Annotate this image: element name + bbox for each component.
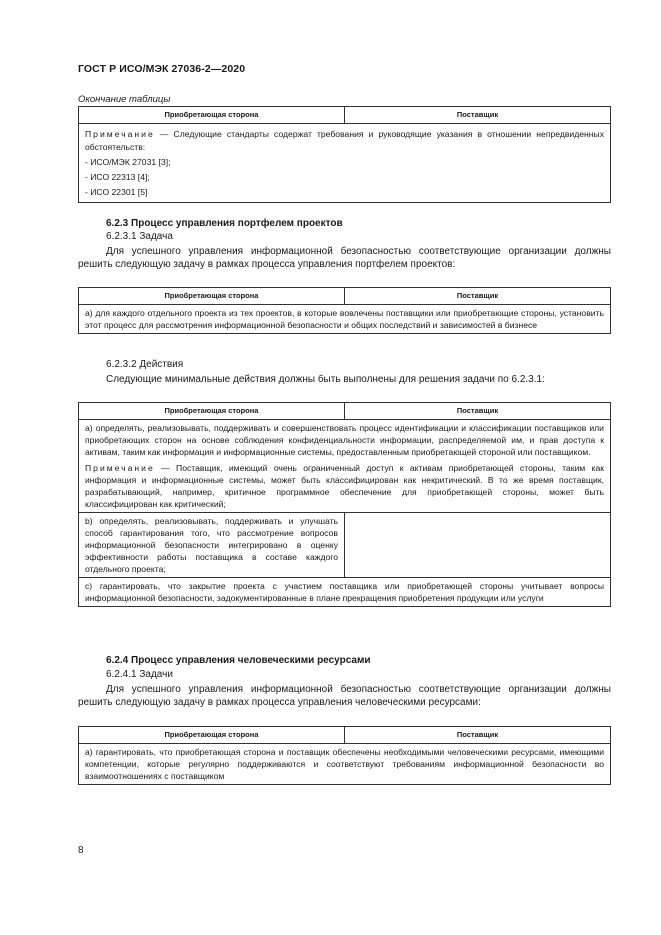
column-header-supplier: Поставщик — [345, 727, 611, 744]
row-a-note — [85, 462, 604, 510]
document-header: ГОСТ Р ИСО/МЭК 27036-2—2020 — [78, 63, 246, 75]
table-task-6-2-4 — [78, 726, 611, 785]
list-item: - ИСО 22313 [4]; — [85, 172, 150, 182]
subsection-heading-6-2-3-2: 6.2.3.2 Действия — [106, 359, 184, 370]
column-header-buyer: Приобретающая сторона — [79, 107, 345, 124]
list-item: - ИСО/МЭК 27031 [3]; — [85, 157, 171, 167]
table-task-6-2-3 — [78, 287, 611, 334]
note-label: Примечание — [85, 129, 155, 139]
column-header-supplier: Поставщик — [345, 288, 611, 305]
column-header-buyer: Приобретающая сторона — [79, 403, 345, 420]
column-header-supplier: Поставщик — [345, 107, 611, 124]
column-header-buyer: Приобретающая сторона — [79, 288, 345, 305]
note-text: — Следующие стандарты содержат требования и руководящие указания в отношении непредвиденных обстоятельств: — [85, 129, 604, 152]
paragraph-actions-6-2-3: Следующие минимальные действия должны быть выполнены для решения задачи по 6.2.3.1: — [106, 374, 545, 385]
section-title-6-2-4: 6.2.4 Процесс управления человеческими ресурсами — [106, 655, 371, 666]
table-row-b-buyer: b) определять, реализовывать, поддерживать и улучшать способ гарантирования того, что рассмотрение вопросов информационной безопасности интегрировано в оценку эффективности работы поставщика в составе каждого отдельного проекта; — [79, 513, 345, 578]
column-header-supplier: Поставщик — [345, 403, 611, 420]
table-end-of-previous — [78, 106, 611, 203]
page-number: 8 — [78, 845, 84, 856]
row-a-text: а) определять, реализовывать, поддерживать и совершенствовать процесс идентификации и классификации поставщиков или приобретающих сторон на основе соблюдения конфиденциальности информации, распределяемой им, и прав доступа к активам, таким как информация и информационные системы, предоставленным приобретающей стороной или поставщиком. — [85, 423, 604, 457]
table-actions-6-2-3 — [78, 402, 611, 607]
table-row: c) гарантировать, что закрытие проекта с участием поставщика или приобретающей стороны учитывает вопросы информационной безопасности, задокументированные в плане прекращения приобретения продукции или услуги — [79, 578, 611, 607]
table-row: а) для каждого отдельного проекта из тех проектов, в которые вовлечены поставщики или приобретающие стороны, установить этот процесс для рассмотрения информационной безопасности и общих последствий и зависимостей в бизнесе — [79, 305, 611, 334]
table-row: а) гарантировать, что приобретающая сторона и поставщик обеспечены необходимыми человеческими ресурсами, имеющими компетенции, которые регулярно поддерживаются и соответствуют требованиям информационной безопасности во взаимоотношениях с поставщиком — [79, 744, 611, 785]
column-header-buyer: Приобретающая сторона — [79, 727, 345, 744]
table-row-b-supplier — [345, 513, 611, 578]
note-text: — Поставщик, имеющий очень ограниченный доступ к активам приобретающей стороны, таким как информация и информационные системы, может быть классифицирован как некритический. В то же время поставщик, разрабатывающий, например, критичное программное обеспечение для приобретающей стороны, может быть классифицирован как критический; — [85, 463, 604, 509]
table-note-cell — [79, 124, 611, 203]
table-row — [79, 420, 611, 513]
note-label: Примечание — [85, 463, 155, 473]
subsection-heading-6-2-3-1: 6.2.3.1 Задача — [106, 231, 173, 242]
list-item: - ИСО 22301 [5] — [85, 187, 148, 197]
table-caption: Окончание таблицы — [78, 94, 171, 105]
paragraph-task-6-2-4: Для успешного управления информационной безопасностью соответствующие организации должны решить следующую задачу в рамках процесса управления человеческими ресурсами: — [78, 684, 611, 708]
subsection-heading-6-2-4-1: 6.2.4.1 Задачи — [106, 669, 173, 680]
paragraph-task-6-2-3: Для успешного управления информационной безопасностью соответствующие организации должны решить следующую задачу в рамках процесса управления портфелем проектов: — [78, 246, 611, 270]
section-title-6-2-3: 6.2.3 Процесс управления портфелем проектов — [106, 218, 343, 229]
